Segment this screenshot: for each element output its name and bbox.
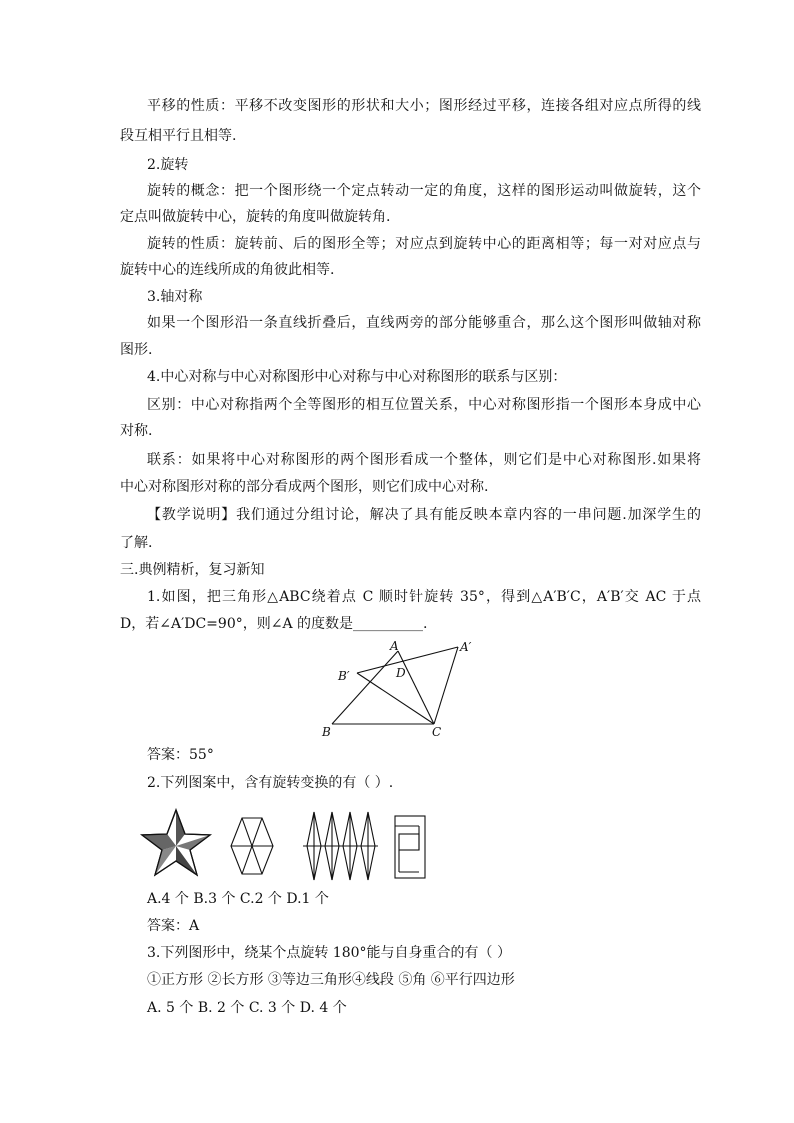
text-line: 平移的性质：平移不改变图形的形状和大小；图形经过平移，连接各组对应点所得的线	[147, 98, 701, 114]
section-heading: 4.中心对称与中心对称图形中心对称与中心对称图形的联系与区别：	[147, 369, 567, 385]
text-line: 定点叫做旋转中心，旋转的角度叫做旋转角.	[120, 209, 391, 225]
square-pattern-icon	[395, 816, 425, 878]
label-B-prime: B′	[338, 669, 350, 683]
section-heading: 3.轴对称	[147, 289, 203, 305]
question-text: 3.下列图形中，绕某个点旋转 180°能与自身重合的有（ ）	[147, 945, 511, 961]
patterns-figure	[140, 808, 440, 884]
diamond-row-icon	[303, 812, 378, 880]
text-line: 如果一个图形沿一条直线折叠后，直线两旁的部分能够重合，那么这个图形叫做轴对称	[147, 315, 701, 331]
text-line: 旋转的概念：把一个图形绕一个定点转动一定的角度，这样的图形运动叫做旋转，这个	[147, 183, 701, 199]
question-text: D，若∠A′DC=90°，则∠A 的度数是__________.	[120, 616, 428, 632]
segment-AB	[332, 651, 398, 724]
label-D: D	[396, 666, 406, 680]
segment-AC	[398, 651, 434, 724]
label-A-prime: A′	[460, 640, 472, 654]
label-A: A	[390, 639, 399, 653]
answer-options: A. 5 个 B. 2 个 C. 3 个 D. 4 个	[147, 1000, 347, 1016]
hexagon-icon	[231, 818, 273, 874]
text-line: 段互相平行且相等.	[120, 128, 237, 144]
label-C: C	[432, 725, 442, 739]
section-heading: 2.旋转	[147, 157, 189, 173]
text-line: 旋转中心的连线所成的角彼此相等.	[120, 262, 335, 278]
segment-B-prime-C	[357, 673, 434, 724]
triangle-rotation-figure	[320, 635, 480, 740]
text-line: 【教学说明】我们通过分组讨论，解决了具有能反映本章内容的一串问题.加深学生的	[147, 507, 701, 523]
question-text: 1.如图，把三角形△ABC绕着点 C 顺时针旋转 35°，得到△A′B′C，A′B′交 AC 于点	[147, 589, 701, 605]
text-line: 区别：中心对称指两个全等图形的相互位置关系，中心对称图形指一个图形本身成中心	[147, 397, 701, 413]
text-line: 联系：如果将中心对称图形的两个图形看成一个整体，则它们是中心对称图形.如果将	[147, 452, 701, 468]
pinwheel-star-icon	[142, 810, 210, 875]
text-line: 旋转的性质：旋转前、后的图形全等；对应点到旋转中心的距离相等；每一对对应点与	[147, 236, 701, 252]
text-line: 中心对称图形对称的部分看成两个图形，则它们成中心对称.	[120, 479, 489, 495]
text-line: 图形.	[120, 342, 153, 358]
answer-text: 答案：A	[147, 918, 200, 934]
text-line: 了解.	[120, 535, 153, 551]
answer-text: 答案：55°	[147, 747, 214, 763]
section-heading: 三.典例精析，复习新知	[120, 562, 265, 578]
question-text: 2.下列图案中，含有旋转变换的有（ ）.	[147, 775, 394, 791]
label-B: B	[322, 725, 331, 739]
text-line: 对称.	[120, 423, 153, 439]
answer-options: A.4 个 B.3 个 C.2 个 D.1 个	[147, 891, 329, 907]
segment-A-prime-C	[434, 647, 458, 724]
question-options-list: ①正方形 ②长方形 ③等边三角形④线段 ⑤角 ⑥平行四边形	[147, 972, 515, 988]
